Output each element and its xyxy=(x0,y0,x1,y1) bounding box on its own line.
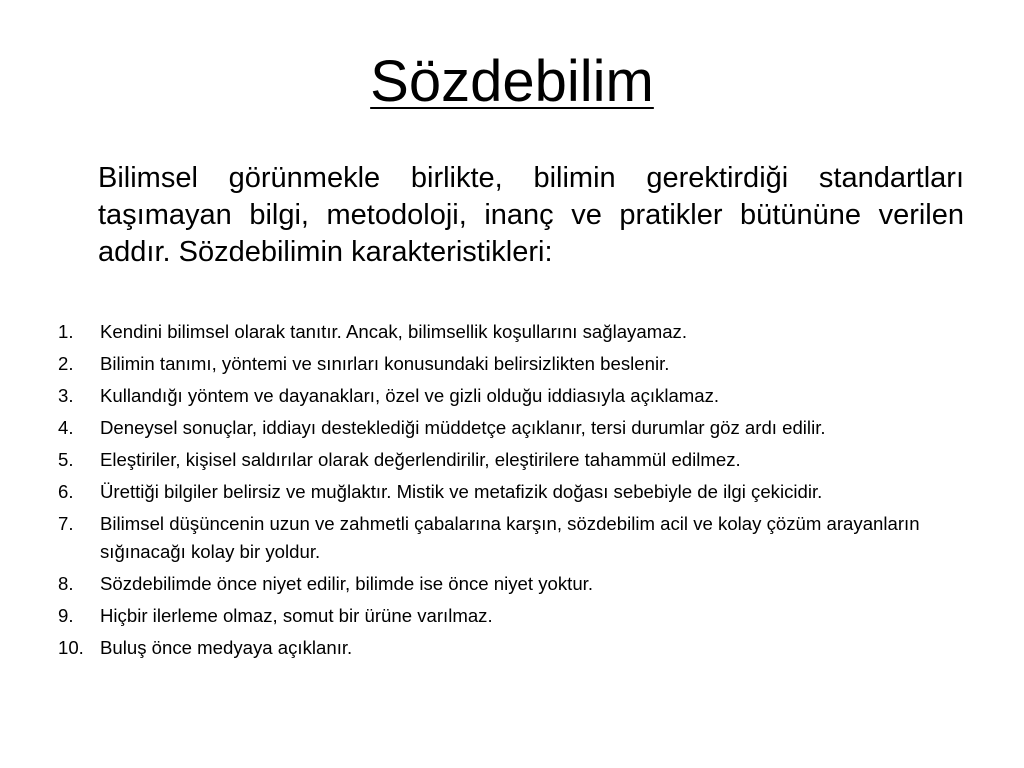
list-item-number: 5. xyxy=(58,449,74,470)
list-item-number: 8. xyxy=(58,573,74,594)
list-item-text: Kullandığı yöntem ve dayanakları, özel ve gizli olduğu iddiasıyla açıklamaz. xyxy=(100,385,720,406)
list-item xyxy=(58,318,958,346)
list-item-number: 6. xyxy=(58,481,74,502)
list-item-text: Deneysel sonuçlar, iddiayı desteklediği müddetçe açıklanır, tersi durumlar göz ardı edilir. xyxy=(100,417,826,438)
list-item xyxy=(58,602,958,630)
list-item-text: Kendini bilimsel olarak tanıtır. Ancak, bilimsellik koşullarını sağlayamaz. xyxy=(100,321,687,342)
list-item-number: 4. xyxy=(58,417,74,438)
list-item xyxy=(58,446,958,474)
characteristics-list xyxy=(58,318,958,666)
list-item xyxy=(58,478,958,506)
list-item-text: Eleştiriler, kişisel saldırılar olarak değerlendirilir, eleştirilere tahammül edilmez. xyxy=(100,449,741,470)
list-item-text: Bilimin tanımı, yöntemi ve sınırları konusundaki belirsizlikten beslenir. xyxy=(100,353,670,374)
list-item xyxy=(58,414,958,442)
list-item xyxy=(58,570,958,598)
list-item-number: 3. xyxy=(58,385,74,406)
list-item xyxy=(58,634,958,662)
list-item-text: Bilimsel düşüncenin uzun ve zahmetli çabalarına karşın, sözdebilim acil ve kolay çözüm arayanların sığınacağı kolay bir yoldur. xyxy=(100,513,920,562)
list-item-number: 7. xyxy=(58,513,74,534)
list-item-number: 1. xyxy=(58,321,74,342)
list-item xyxy=(58,382,958,410)
list-item-number: 10. xyxy=(58,637,84,658)
list-item-text: Sözdebilimde önce niyet edilir, bilimde ise önce niyet yoktur. xyxy=(100,573,593,594)
list-item-number: 9. xyxy=(58,605,74,626)
slide-title: Sözdebilim xyxy=(370,49,654,114)
list-item-text: Hiçbir ilerleme olmaz, somut bir ürüne varılmaz. xyxy=(100,605,493,626)
list-item-number: 2. xyxy=(58,353,74,374)
list-item-text: Ürettiği bilgiler belirsiz ve muğlaktır. Mistik ve metafizik doğası sebebiyle de ilgi çekicidir. xyxy=(100,481,823,502)
intro-paragraph: Bilimsel görünmekle birlikte, bilimin gerektirdiği standartları taşımayan bilgi, metodoloji, inanç ve pratikler bütününe verilen addır. Sözdebilimin karakteristikleri: xyxy=(98,162,964,268)
list-item xyxy=(58,510,958,566)
list-item xyxy=(58,350,958,378)
list-item-text: Buluş önce medyaya açıklanır. xyxy=(100,637,353,658)
